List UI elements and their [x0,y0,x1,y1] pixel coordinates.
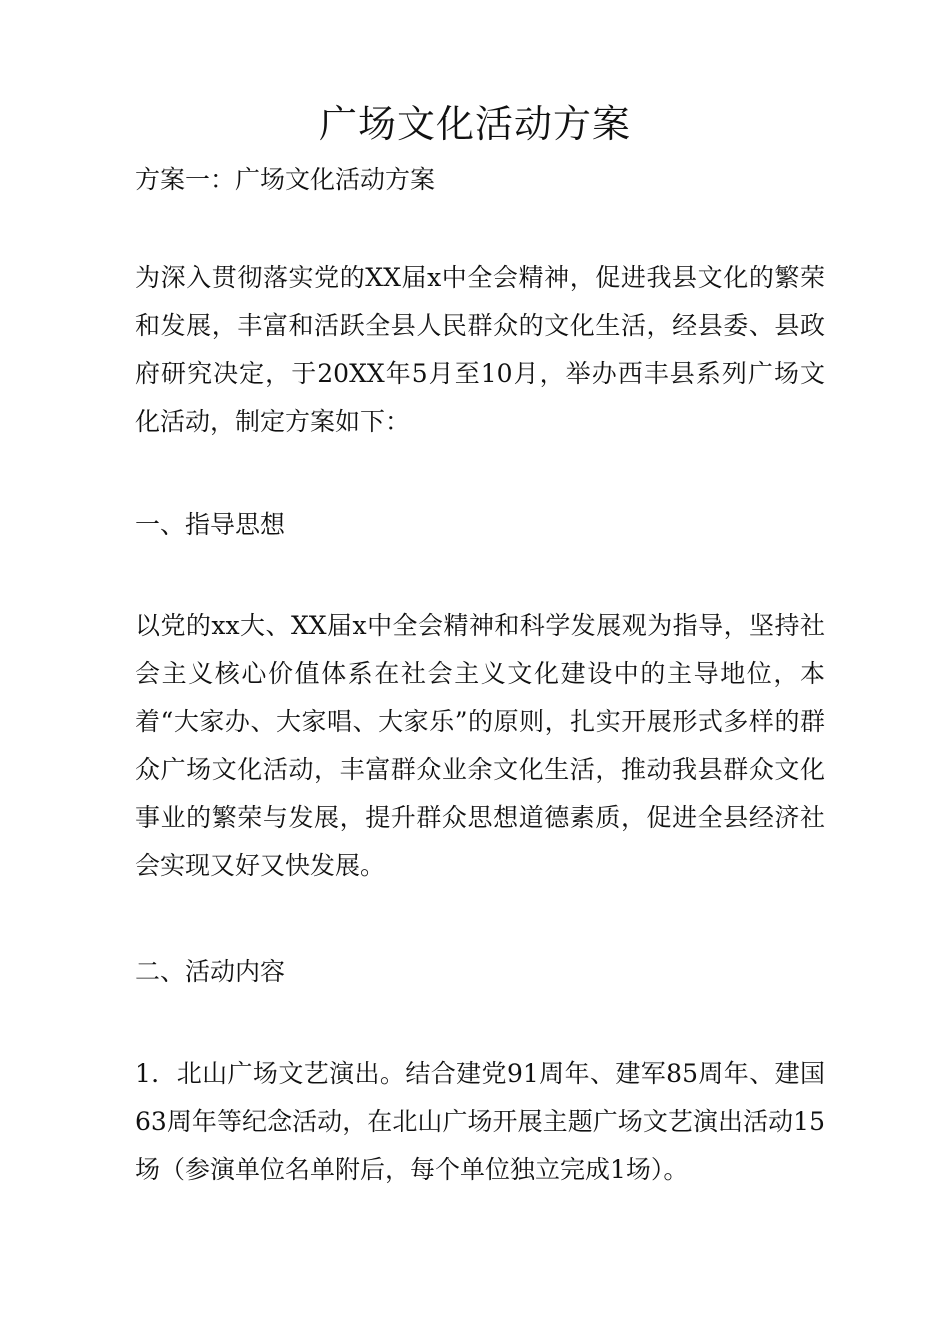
section-heading-guiding-ideology: 一、指导思想 [135,510,286,539]
document-subtitle: 方案一：广场文化活动方案 [135,165,436,194]
section-heading-activity-content: 二、活动内容 [135,957,286,986]
document-title: 广场文化活动方案 [318,102,631,146]
guiding-ideology-paragraph: 以党的xx大、XX届x中全会精神和科学发展观为指导，坚持社会主义核心价值体系在社会主义文化建设中的主导地位，本着“大家办、大家唱、大家乐”的原则，扎实开展形式多样的群众广场文化活动，丰富群众业余文化生活，推动我县群众文化事业的繁荣与发展，提升群众思想道德素质，促进全县经济社会实现又好又快发展。 [135,611,825,880]
activity-item-1-paragraph: 1．北山广场文艺演出。结合建党91周年、建军85周年、建国63周年等纪念活动，在北山广场开展主题广场文艺演出活动15场（参演单位名单附后，每个单位独立完成1场）。 [135,1059,825,1184]
intro-paragraph: 为深入贯彻落实党的XX届x中全会精神，促进我县文化的繁荣和发展，丰富和活跃全县人民群众的文化生活，经县委、县政府研究决定，于20XX年5月至10月，举办西丰县系列广场文化活动，制定方案如下： [135,263,825,436]
